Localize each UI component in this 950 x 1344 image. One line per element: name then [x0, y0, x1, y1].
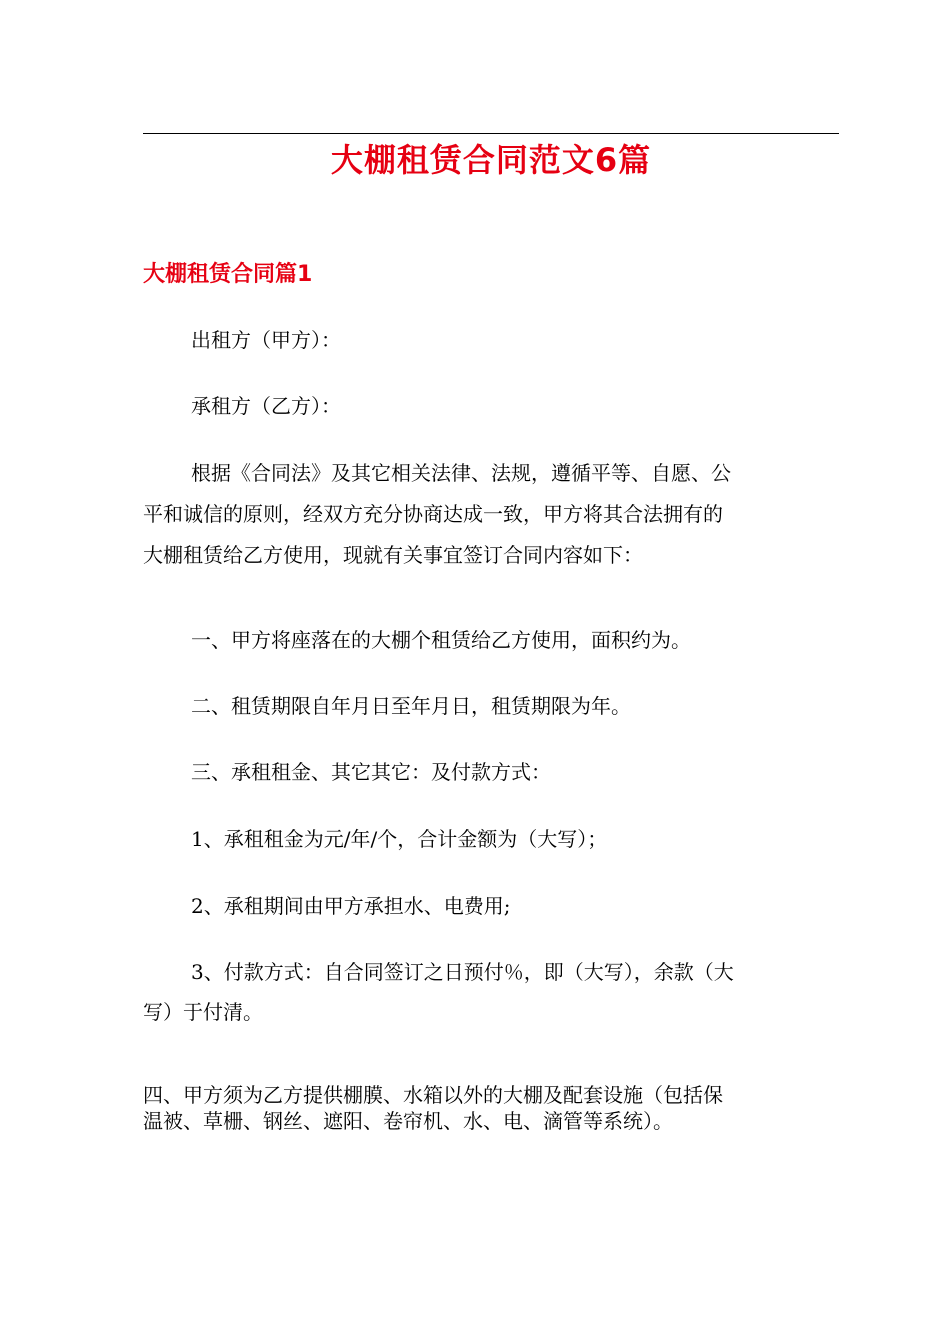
clause-3: 三、承租租金、其它其它：及付款方式：	[191, 760, 551, 784]
lessor-line: 出租方（甲方）：	[191, 328, 341, 352]
clause-1: 一、甲方将座落在的大棚个租赁给乙方使用，面积约为。	[191, 628, 691, 652]
item-3-line-2: 写）于付清。	[143, 1000, 263, 1024]
clause-2: 二、租赁期限自年月日至年月日，租赁期限为年。	[191, 694, 631, 718]
item-1: 1、承租租金为元/年/个，合计金额为（大写）；	[191, 827, 608, 851]
clause-4	[143, 1082, 839, 1134]
item-3-line-1: 3、付款方式：自合同签订之日预付％，即（大写），余款（大	[191, 960, 734, 984]
top-rule	[143, 133, 839, 134]
item-3	[143, 956, 839, 1028]
clause-4-line-2: 温被、草栅、钢丝、遮阳、卷帘机、水、电、滴管等系统）。	[143, 1109, 673, 1133]
basis-line-1: 根据《合同法》及其它相关法律、法规，遵循平等、自愿、公	[191, 461, 731, 485]
item-2: 2、承租期间由甲方承担水、电费用;	[191, 894, 511, 918]
section-heading: 大棚租赁合同篇1	[143, 262, 313, 287]
lessee-line: 承租方（乙方）：	[191, 394, 341, 418]
document-title: 大棚租赁合同范文6篇	[330, 141, 652, 179]
basis-line-3: 大棚租赁给乙方使用，现就有关事宜签订合同内容如下：	[143, 543, 643, 567]
basis-paragraph	[143, 457, 839, 571]
basis-line-2: 平和诚信的原则，经双方充分协商达成一致，甲方将其合法拥有的	[143, 502, 723, 526]
clause-4-line-1: 四、甲方须为乙方提供棚膜、水箱以外的大棚及配套设施（包括保	[143, 1083, 723, 1107]
